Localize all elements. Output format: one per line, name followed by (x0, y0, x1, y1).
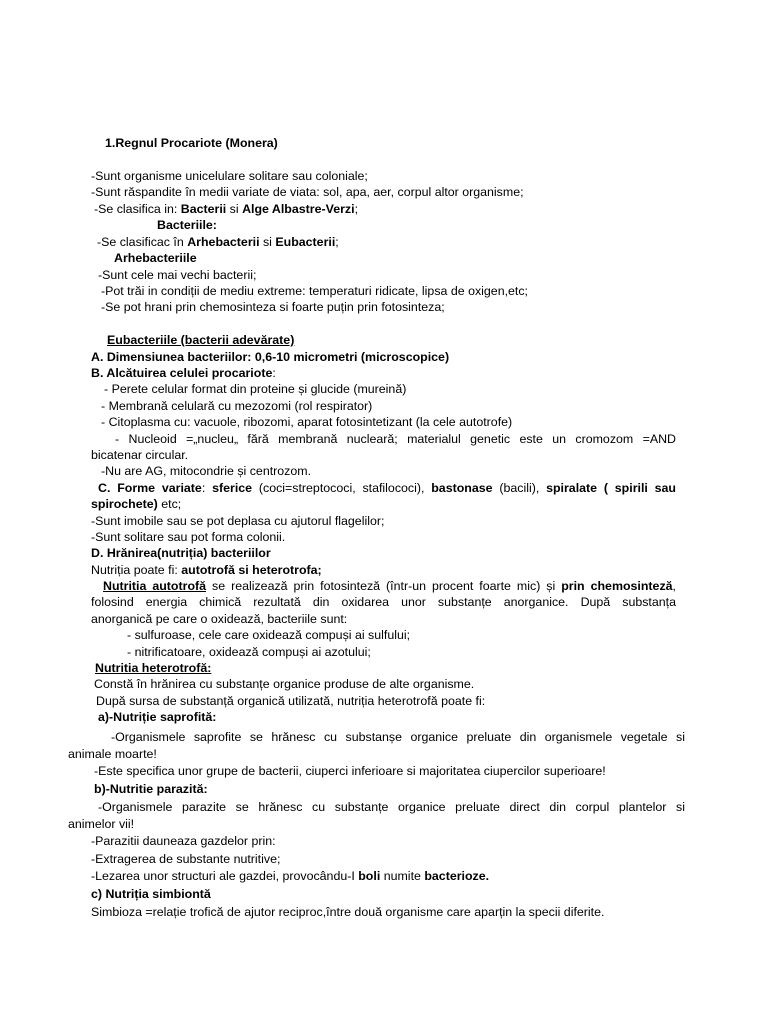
autotrofa-item-nitro: - nitrificatoare, oxidează compuși ai azotului; (127, 645, 371, 659)
simbionta-line-1: Simbioza =relație trofică de ajutor reciproc,între două organisme care aparțin la specii diferite. (91, 905, 605, 919)
simbionta-heading: c) Nutriția simbiontă (91, 887, 211, 901)
section-d-heading: D. Hrănirea(nutriția) bacteriilor (91, 546, 271, 560)
parazita-heading: b)-Nutritie parazită: (94, 782, 208, 796)
page-title: 1.Regnul Procariote (Monera) (105, 136, 278, 150)
parazita-line-3: -Parazitii dauneaza gazdelor prin: (91, 834, 276, 848)
intro-line-1: -Sunt organisme unicelulare solitare sau coloniale; (91, 169, 368, 183)
colonies-line: -Sunt solitare sau pot forma colonii. (91, 530, 286, 544)
cell-item-wall: - Perete celular format din proteine și glucide (mureină) (104, 382, 407, 396)
saprofita-line-2: animale moarte! (68, 747, 157, 761)
parazita-line-5: -Lezarea unor structuri ale gazdei, provocându-I boli numite bacterioze. (91, 869, 490, 883)
section-d-line: Nutriția poate fi: autotrofă si heterotrofa; (91, 563, 322, 577)
motility-line: -Sunt imobile sau se pot deplasa cu ajutorul flagelilor; (91, 514, 385, 528)
intro-line-3: -Se clasifica in: Bacterii si Alge Albastre-Verzi; (94, 202, 359, 216)
no-organelles-line: -Nu are AG, mitocondrie și centrozom. (101, 464, 312, 478)
intro-line-2: -Sunt răspandite în medii variate de viata: sol, apa, aer, corpul altor organisme; (91, 185, 524, 199)
nucleoid-line-2: bicatenar circular. (91, 448, 189, 462)
autotrofa-line-3: anorganică pe care o oxidează, bacteriile sunt: (91, 612, 348, 626)
autotrofa-item-sulf: - sulfuroase, cele care oxidează compuși ai sulfului; (127, 628, 411, 642)
heterotrofa-line-1: Constă în hrănirea cu substanțe organice produse de alte organisme. (94, 677, 475, 691)
nucleoid-line-1: - Nucleoid =„nucleu„ fără membrană nucleară; materialul genetic este un cromozom =AND (115, 432, 676, 446)
saprofita-line-1: -Organismele saprofite se hrănesc cu substanșe organice preluate din organismele vegetale si (111, 730, 685, 744)
heterotrofa-line-2: După sursa de substanță organică utilizată, nutriția heterotrofă poate fi: (96, 694, 486, 708)
cell-item-membrane: - Membrană celulară cu mezozomi (rol respirator) (101, 399, 373, 413)
arhebacterii-line-3: -Se pot hrani prin chemosinteza si foarte puțin prin fotosinteza; (101, 300, 445, 314)
section-c-line-1: C. Forme variate: sferice (coci=streptococi, stafilococi), bastonase (bacili), spiralate ( spirili sau (98, 481, 676, 495)
section-a-heading: A. Dimensiunea bacteriilor: 0,6-10 micrometri (microscopice) (91, 350, 450, 364)
arhebacterii-heading: Arhebacteriile (114, 251, 197, 265)
eubacterii-heading: Eubacteriile (bacterii adevărate) (107, 333, 295, 347)
arhebacterii-line-2: -Pot trăi in condiții de mediu extreme: temperaturi ridicate, lipsa de oxigen,etc; (101, 284, 528, 298)
cell-item-cytoplasm: - Citoplasma cu: vacuole, ribozomi, aparat fotosintetizant (la cele autotrofe) (101, 415, 513, 429)
heterotrofa-heading: Nutritia heterotrofă: (95, 661, 212, 675)
autotrofa-line-1: Nutritia autotrofă se realizează prin fotosinteză (într-un procent foarte mic) și prin chemosinteză, (103, 579, 676, 593)
arhebacterii-line-1: -Sunt cele mai vechi bacterii; (98, 268, 257, 282)
section-c-line-2: spirochete) etc; (91, 497, 182, 511)
autotrofa-line-2: folosind energia chimică rezultată din oxidarea unor substanțe anorganice. După substanța (91, 595, 676, 609)
parazita-line-2: animelor vii! (68, 817, 135, 831)
parazita-line-4: -Extragerea de substante nutritive; (91, 852, 281, 866)
saprofita-line-3: -Este specifica unor grupe de bacterii, ciuperci inferioare si majoritatea ciupercilor superioare! (94, 764, 606, 778)
section-b-heading: B. Alcătuirea celulei procariote: (91, 366, 276, 380)
saprofita-heading: a)-Nutriție saprofită: (98, 710, 217, 724)
bacteriile-line: -Se clasificac în Arhebacterii si Eubacterii; (97, 235, 339, 249)
bacteriile-heading: Bacteriile: (157, 218, 217, 232)
parazita-line-1: -Organismele parazite se hrănesc cu substanțe organice preluate direct din corpul plantelor si (98, 800, 685, 814)
